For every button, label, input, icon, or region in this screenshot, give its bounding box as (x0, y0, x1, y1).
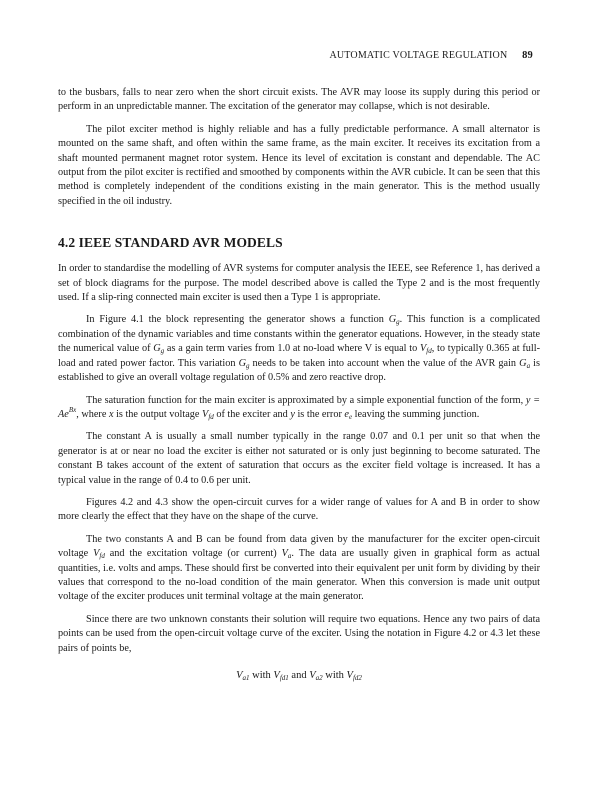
p4-text: needs to be taken into account when the value of the AVR gain (249, 357, 520, 369)
p5-text: of the exciter and (213, 408, 291, 420)
p5-text: leaving the summing junction. (352, 408, 480, 420)
paragraph-1: to the busbars, falls to near zero when the short circuit exists. The AVR may loose its supply during this period or perform in an unpredictable manner. The excitation of the generator may collapse, which is not desirable. (58, 87, 540, 113)
page-number: 89 (522, 50, 533, 61)
math-x: x (108, 408, 114, 420)
math-vfd: $V_{fd}$ (93, 548, 105, 561)
math-vfd: $V_{fd}$ (202, 408, 214, 421)
p5-text: , where (76, 408, 109, 420)
display-text: and (288, 670, 310, 681)
p8-text: . The data are usually given in graphical form as actual quantities, i.e. volts and amps. These should first be converted into their equivalent per unit form by dividing by their values that correspond to the no-load condition of the main generator. When this conversion is made unit output voltage of the exciter produces unit terminal voltage at the main generator. (58, 548, 540, 603)
paragraph-7: Figures 4.2 and 4.3 show the open-circuit curves for a wider range of values for A and B in order to show more clearly the effect that they have on the shape of the curve. (58, 496, 540, 523)
display-text: with (249, 670, 274, 681)
math-vfd2: $V_{fd2}$ (346, 670, 362, 682)
p4-text: . This function is a complicated combination of the dynamic variables and time constants within the generator equations. However, in the steady state the numerical value of (58, 314, 541, 355)
p8-text: The two constants A and B can be found from data given by the manufacturer for the exciter open-circuit voltage (58, 533, 540, 560)
math-va: $V_a$ (281, 548, 292, 561)
body-text (58, 86, 540, 681)
math-ee: $e_e$ (344, 408, 353, 421)
math-ga: $G_a$ (519, 357, 531, 370)
math-vfd1: $V_{fd1}$ (273, 670, 289, 682)
paragraph-2: The pilot exciter method is highly reliable and has a fully predictable performance. A small alternator is mounted on the same shaft, and often within the same frame, as the main exciter. It receives its excitation from a shaft mounted permanent magnet rotor system. Hence its level of excitation is constant and dependable. The AC output from the pilot exciter is rectified and smoothed by components within the AVR cubicle. It can be seen that this method is completely independent of the conditions existing in the main generator. This is the method usually specified in the oil industry. (58, 123, 540, 207)
p4-text: as a gain term varies from 1.0 at no-load where V is equal to (164, 343, 420, 355)
paragraph-4 (58, 313, 540, 385)
display-equation (58, 670, 540, 681)
running-head-title: AUTOMATIC VOLTAGE REGULATION (329, 50, 508, 61)
running-head (0, 50, 533, 61)
p4-text: In Figure 4.1 the block representing the generator shows a function (86, 314, 389, 326)
paragraph-3: In order to standardise the modelling of AVR systems for computer analysis the IEEE, see Reference 1, has derived a set of block diagrams for the purpose. The model described above is called the Type 2 and is the most frequently used. If a slip-ring connected main exciter is used then a Type 1 is appropriate. (58, 263, 540, 304)
p4-text: is established to give an overall voltage regulation of 0.5% and zero reactive drop. (58, 357, 540, 384)
p5-text: The saturation function for the main exciter is approximated by a simple exponential function of the form, (86, 394, 526, 406)
math-gg: $G_g$ (388, 314, 400, 327)
p5-text: is the output voltage (113, 408, 203, 420)
paragraph-8 (58, 533, 540, 605)
p8-text: and the excitation voltage (or current) (104, 548, 282, 560)
math-va1: $V_{a1}$ (236, 670, 250, 682)
math-gg: $G_g$ (153, 343, 165, 356)
p4-text: , to typically 0.365 at full-load and rated power factor. This variation (58, 343, 540, 369)
math-saturation-eq: $y = Ae^{Bx}$ (58, 394, 540, 420)
paragraph-6: The constant A is usually a small number typically in the range 0.07 and 0.1 per unit so that when the generator is at or near no load the exciter is either not saturated or is only just beginning to become saturated. The constant B takes account of the extent of saturation that occurs as the exciter field voltage is increased. It has a typical value in the range of 0.4 to 0.6 per unit. (58, 431, 540, 486)
section-heading: 4.2 IEEE STANDARD AVR MODELS (58, 235, 283, 251)
display-text: with (322, 670, 347, 681)
p5-text: is the error (294, 408, 345, 420)
math-vfd: $V_{fd}$ (420, 343, 432, 356)
math-va2: $V_{a2}$ (309, 670, 323, 682)
paragraph-5 (58, 394, 540, 423)
math-gg: $G_g$ (238, 357, 250, 370)
paragraph-9: Since there are two unknown constants their solution will require two equations. Hence any two pairs of data points can be used from the open-circuit voltage curve of the exciter. Using the notation in Figure 4.2 or 4.3 let these pairs of points be, (58, 613, 540, 654)
math-y: y (290, 408, 295, 420)
